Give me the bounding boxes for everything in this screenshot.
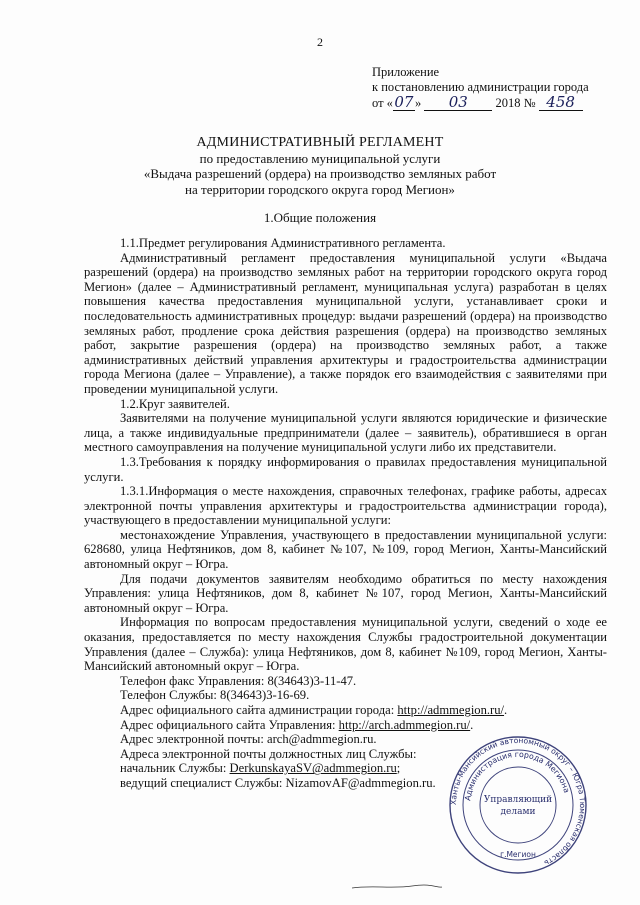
para-1-3-1: 1.3.1.Информация о месте нахождения, справочных телефонах, графике работы, адресах электронной почты управления архитектуры и градостроительства администрации города), участвующего в предоставлении муниципальной услуги: <box>84 484 607 528</box>
stamp-inner-ring <box>480 767 556 843</box>
title-line1: АДМИНИСТРАТИВНЫЙ РЕГЛАМЕНТ <box>196 135 444 150</box>
para-admin-site <box>84 703 607 718</box>
document-title <box>60 135 580 197</box>
appendix-line2: к постановлению администрации города <box>372 80 589 94</box>
appendix-year: 2018 № <box>495 96 536 110</box>
document-body <box>84 236 607 791</box>
para-1-2: 1.2.Круг заявителей. <box>120 396 230 411</box>
para-phone: Телефон Службы: 8(34643)3-16-69. <box>120 688 310 703</box>
section-heading: 1.Общие положения <box>263 210 377 225</box>
head-email-link[interactable]: DerkunskayaSV@admmegion.ru <box>229 761 397 776</box>
para-email: Адрес электронной почты: arch@admmegion.ru. <box>120 732 377 747</box>
title-line2: по предоставлению муниципальной услуги <box>199 150 441 166</box>
dept-site-end: . <box>470 717 474 732</box>
appendix-month: 03 <box>424 95 492 111</box>
stamp-bottom-text: г.Мегион <box>500 850 536 859</box>
dept-site-label: Адрес официального сайта Управления: <box>120 717 339 732</box>
page-number: 2 <box>317 35 323 49</box>
para-staff-emails: Адреса электронной почты должностных лиц Службы: <box>120 746 417 761</box>
para-documents: Для подачи документов заявителям необходимо обратиться по месту нахождения Управления: улица Нефтяников, дом 8, кабинет №107, город Мегион, Ханты-Мансийский автономный округ – Югра. <box>84 571 607 615</box>
para-location: местонахождение Управления, участвующего в предоставлении муниципальной услуги: 628680, улица Нефтяников, дом 8, кабинет №107, №109, город Мегион, Ханты-Мансийский автономный округ – Югра. <box>84 527 607 572</box>
appendix-day: 07 <box>394 93 414 111</box>
title-line3: «Выдача разрешений (ордера) на производство земляных работ <box>143 166 497 181</box>
para-1-3: 1.3.Требования к порядку информирования о правилах предоставления муниципальной услуги. <box>84 454 607 484</box>
head-email-end: ; <box>396 761 401 776</box>
admin-site-label: Адрес официального сайта администрации города: <box>120 703 398 717</box>
para-applicants: Заявителями на получение муниципальной услуги являются юридические и физические лица, а также индивидуальные предприниматели (далее – заявитель), обратившиеся в орган местного самоуправления на получение муниципальной услуги либо их представители. <box>84 411 607 455</box>
admin-site-link[interactable]: http://admmegion.ru/ <box>397 703 505 717</box>
appendix-date-line <box>372 95 589 111</box>
stamp-inner-text: Администрация города Мегиона <box>463 749 572 802</box>
head-email-label: начальник Службы: <box>120 761 230 776</box>
appendix-block <box>372 65 589 111</box>
para-fax: Телефон факс Управления: 8(34643)3-11-47. <box>120 673 357 688</box>
appendix-number: 458 <box>539 95 583 111</box>
admin-site-end: . <box>504 703 508 717</box>
para-1-1: 1.1.Предмет регулирования Административного регламента. <box>120 236 446 250</box>
dept-site-link[interactable]: http://arch.admmegion.ru/ <box>338 717 471 732</box>
para-dept-site <box>84 718 607 733</box>
para-regulation: Административный регламент предоставления муниципальной услуги «Выдача разрешений (ордера) на производство земляных работ на территории городского округа город Мегион» (далее – Административный регламент, муниципальная услуга) разработан в целях повышения качества предоставления муниципальной услуги, устанавливает сроки и последовательность административных процедур: выдачи разрешений (ордера) на производство земляных работ, продление срока действия разрешения (ордера) на производство земляных работ, закрытие разрешения (ордера) на производство земляных работ, а также административных действий управления архитектуры и градостроительства администрации города Мегиона (далее – Управление), а также порядок его взаимодействия с заявителями при проведении муниципальной услуги. <box>84 250 607 396</box>
official-stamp <box>448 735 588 875</box>
appendix-mid: » <box>414 96 422 110</box>
para-specialist-email: ведущий специалист Службы: NizamovAF@admmegion.ru. <box>120 775 436 790</box>
appendix-line1: Приложение <box>372 65 440 79</box>
title-line4: на территории городского округа город Мегион» <box>185 181 455 197</box>
signature-line <box>352 884 442 890</box>
stamp-center-line1: Управляющий <box>483 795 553 805</box>
stamp-center-line2: делами <box>500 807 536 817</box>
para-info: Информация по вопросам предоставления муниципальной услуги, сведений о ходе ее оказания, предоставляется по месту нахождения Службы градостроительной документации Управления (далее – Служба): улица Нефтяников, дом 8, кабинет №109, город Мегион, Ханты-Мансийский автономный округ – Югра. <box>84 615 607 674</box>
appendix-prefix: от « <box>372 96 393 110</box>
stamp-outer-text: Ханты-Мансийский автономный округ – Югра Тюменская область <box>448 735 588 868</box>
